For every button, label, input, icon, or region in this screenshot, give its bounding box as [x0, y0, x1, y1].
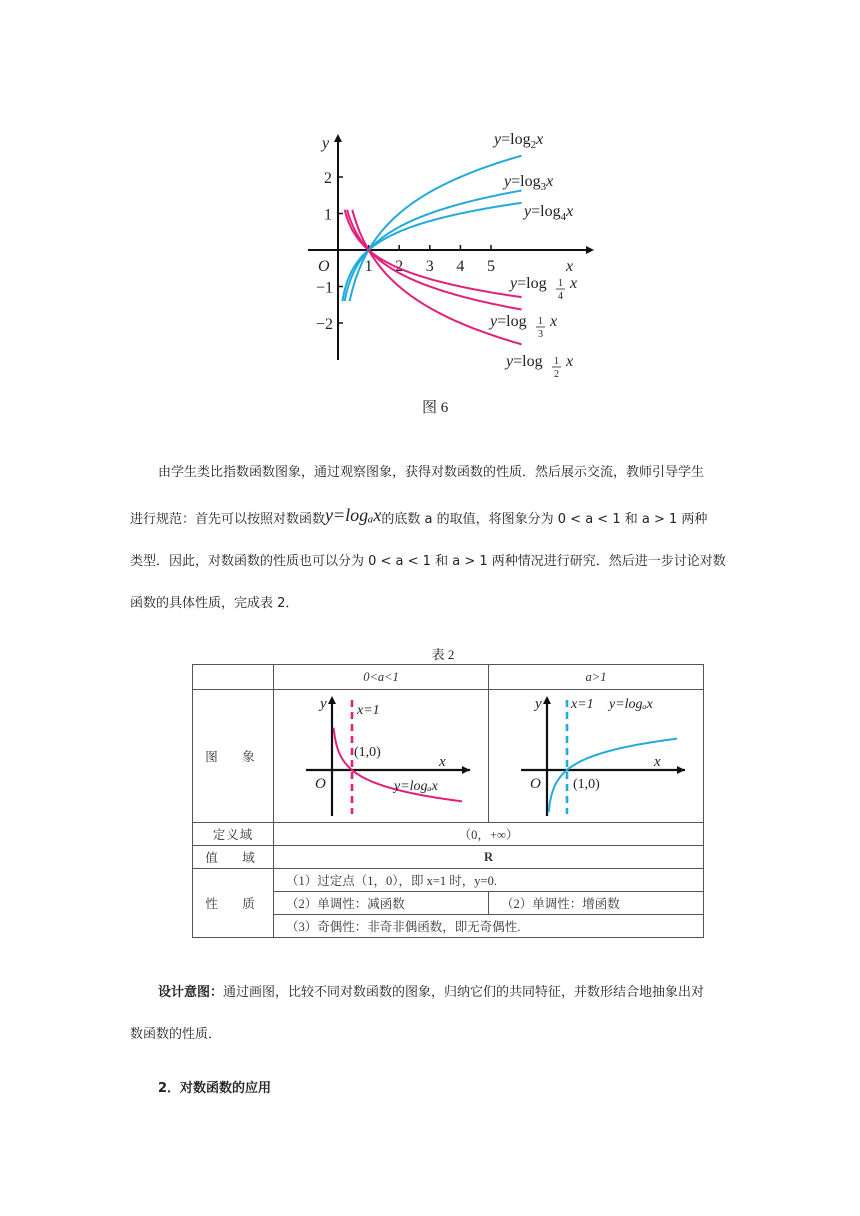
graph-right-cell — [489, 690, 704, 823]
y-axis-arrow — [328, 696, 336, 704]
curve-label: $y=\log_3x$ — [504, 173, 554, 193]
curve-label: y=logₐx — [609, 697, 653, 712]
para1-line2-pre: 进行规范：首先可以按照对数函数 — [130, 512, 326, 527]
y-tick-label: 2 — [324, 170, 332, 187]
section-2-title: 2．对数函数的应用 — [158, 1081, 272, 1096]
para1-line3: 类型．因此，对数函数的性质也可以分为 0 < a < 1 和 a > 1 两种情况进行研究．然后进一步讨论对数 — [130, 554, 726, 569]
curve-label: $y=\log_2x$ — [494, 131, 544, 151]
graph-decreasing — [274, 690, 488, 822]
curve-label: y=logₐx — [394, 779, 438, 794]
inline-formula: y=logₐx — [325, 505, 382, 525]
x-axis-arrow — [586, 246, 594, 254]
curve-var: x — [566, 353, 574, 370]
graph-increasing — [489, 690, 703, 822]
figure-6 — [252, 110, 630, 430]
curve-line — [347, 210, 521, 310]
row-label-domain: 定义域 — [193, 823, 274, 846]
properties-table — [192, 664, 704, 938]
vline-label: x=1 — [571, 697, 594, 712]
para1-line1: 由学生类比指数函数图象，通过观察图象，获得对数函数的性质．然后展示交流，教师引导学生 — [158, 465, 705, 480]
point-label: (1,0) — [573, 777, 600, 792]
curve-label: y=log — [490, 313, 527, 330]
prop-2-right: （2）单调性：增函数 — [489, 892, 704, 915]
x-tick-label: 1 — [364, 258, 373, 275]
paragraph-1 — [130, 452, 735, 625]
row-label-range: 值 域 — [193, 846, 274, 869]
base-denominator: 4 — [558, 291, 563, 302]
x-tick-label: 2 — [395, 258, 404, 275]
x-axis-arrow — [677, 766, 685, 774]
origin-label: O — [315, 776, 326, 792]
domain-row — [193, 823, 704, 846]
y-tick-label: 1 — [324, 206, 332, 224]
curve-var: x — [550, 313, 558, 330]
row-label-props: 性 质 — [193, 869, 274, 938]
table-header-row — [193, 665, 704, 690]
curve-label: y=log — [506, 353, 543, 370]
base-numerator: 1 — [538, 316, 543, 327]
curve-line — [350, 156, 522, 302]
origin-label: O — [318, 258, 330, 275]
x-axis-label: x — [439, 754, 446, 770]
vline-label: x=1 — [357, 703, 380, 718]
design-intent — [130, 972, 735, 1056]
para1-line2-post: 的底数 a 的取值，将图象分为 0 < a < 1 和 a > 1 两种 — [381, 512, 708, 527]
row-label-graph: 图 象 — [193, 690, 274, 823]
intent-line2: 数函数的性质． — [130, 1027, 222, 1042]
x-axis-arrow — [462, 766, 470, 774]
table-2 — [170, 642, 716, 950]
graph-row — [193, 690, 704, 823]
range-value: R — [274, 846, 704, 869]
para1-line2 — [130, 494, 735, 541]
prop-1: （1）过定点（1，0），即 x=1 时，y=0. — [274, 869, 704, 892]
prop-3: （3）奇偶性：非奇非偶函数，即无奇偶性. — [274, 915, 704, 938]
figure-caption: 图 6 — [422, 400, 449, 416]
x-tick-label: 4 — [456, 258, 465, 275]
y-tick-label: −2 — [316, 316, 334, 333]
point-label: (1,0) — [354, 745, 381, 760]
x-tick-label: 3 — [425, 258, 434, 275]
curve-var: x — [570, 275, 578, 292]
base-numerator: 1 — [558, 278, 563, 289]
x-axis-label: x — [654, 754, 661, 770]
prop-row-1 — [193, 869, 704, 892]
log-curves-plot — [252, 110, 630, 430]
header-col1: 0<a<1 — [274, 665, 489, 690]
y-axis-label: y — [320, 696, 327, 712]
prop-2-left: （2）单调性：减函数 — [274, 892, 489, 915]
para1-line4: 函数的具体性质，完成表 2． — [130, 596, 299, 611]
x-axis-label: x — [566, 258, 574, 275]
intent-line1: 通过画图，比较不同对数函数的图象，归纳它们的共同特征，并数形结合地抽象出对 — [223, 985, 705, 1000]
table-title: 表 2 — [431, 647, 455, 662]
header-empty — [193, 665, 274, 690]
header-col2: a>1 — [489, 665, 704, 690]
curve-label: y=log — [510, 275, 547, 292]
intent-label: 设计意图： — [158, 985, 224, 1000]
y-axis-label: y — [322, 135, 330, 152]
origin-label: O — [530, 776, 541, 792]
y-tick-label: −1 — [316, 279, 334, 297]
base-denominator: 3 — [538, 329, 543, 340]
curve-label: $y=\log_4x$ — [524, 203, 574, 223]
y-axis-arrow — [334, 134, 342, 142]
y-axis-arrow — [543, 696, 551, 704]
base-numerator: 1 — [554, 356, 559, 367]
graph-left-cell — [274, 690, 489, 823]
domain-value: （0，+∞） — [274, 823, 704, 846]
x-tick-label: 5 — [487, 258, 495, 275]
y-axis-label: y — [535, 696, 542, 712]
range-row — [193, 846, 704, 869]
base-denominator: 2 — [554, 369, 559, 380]
